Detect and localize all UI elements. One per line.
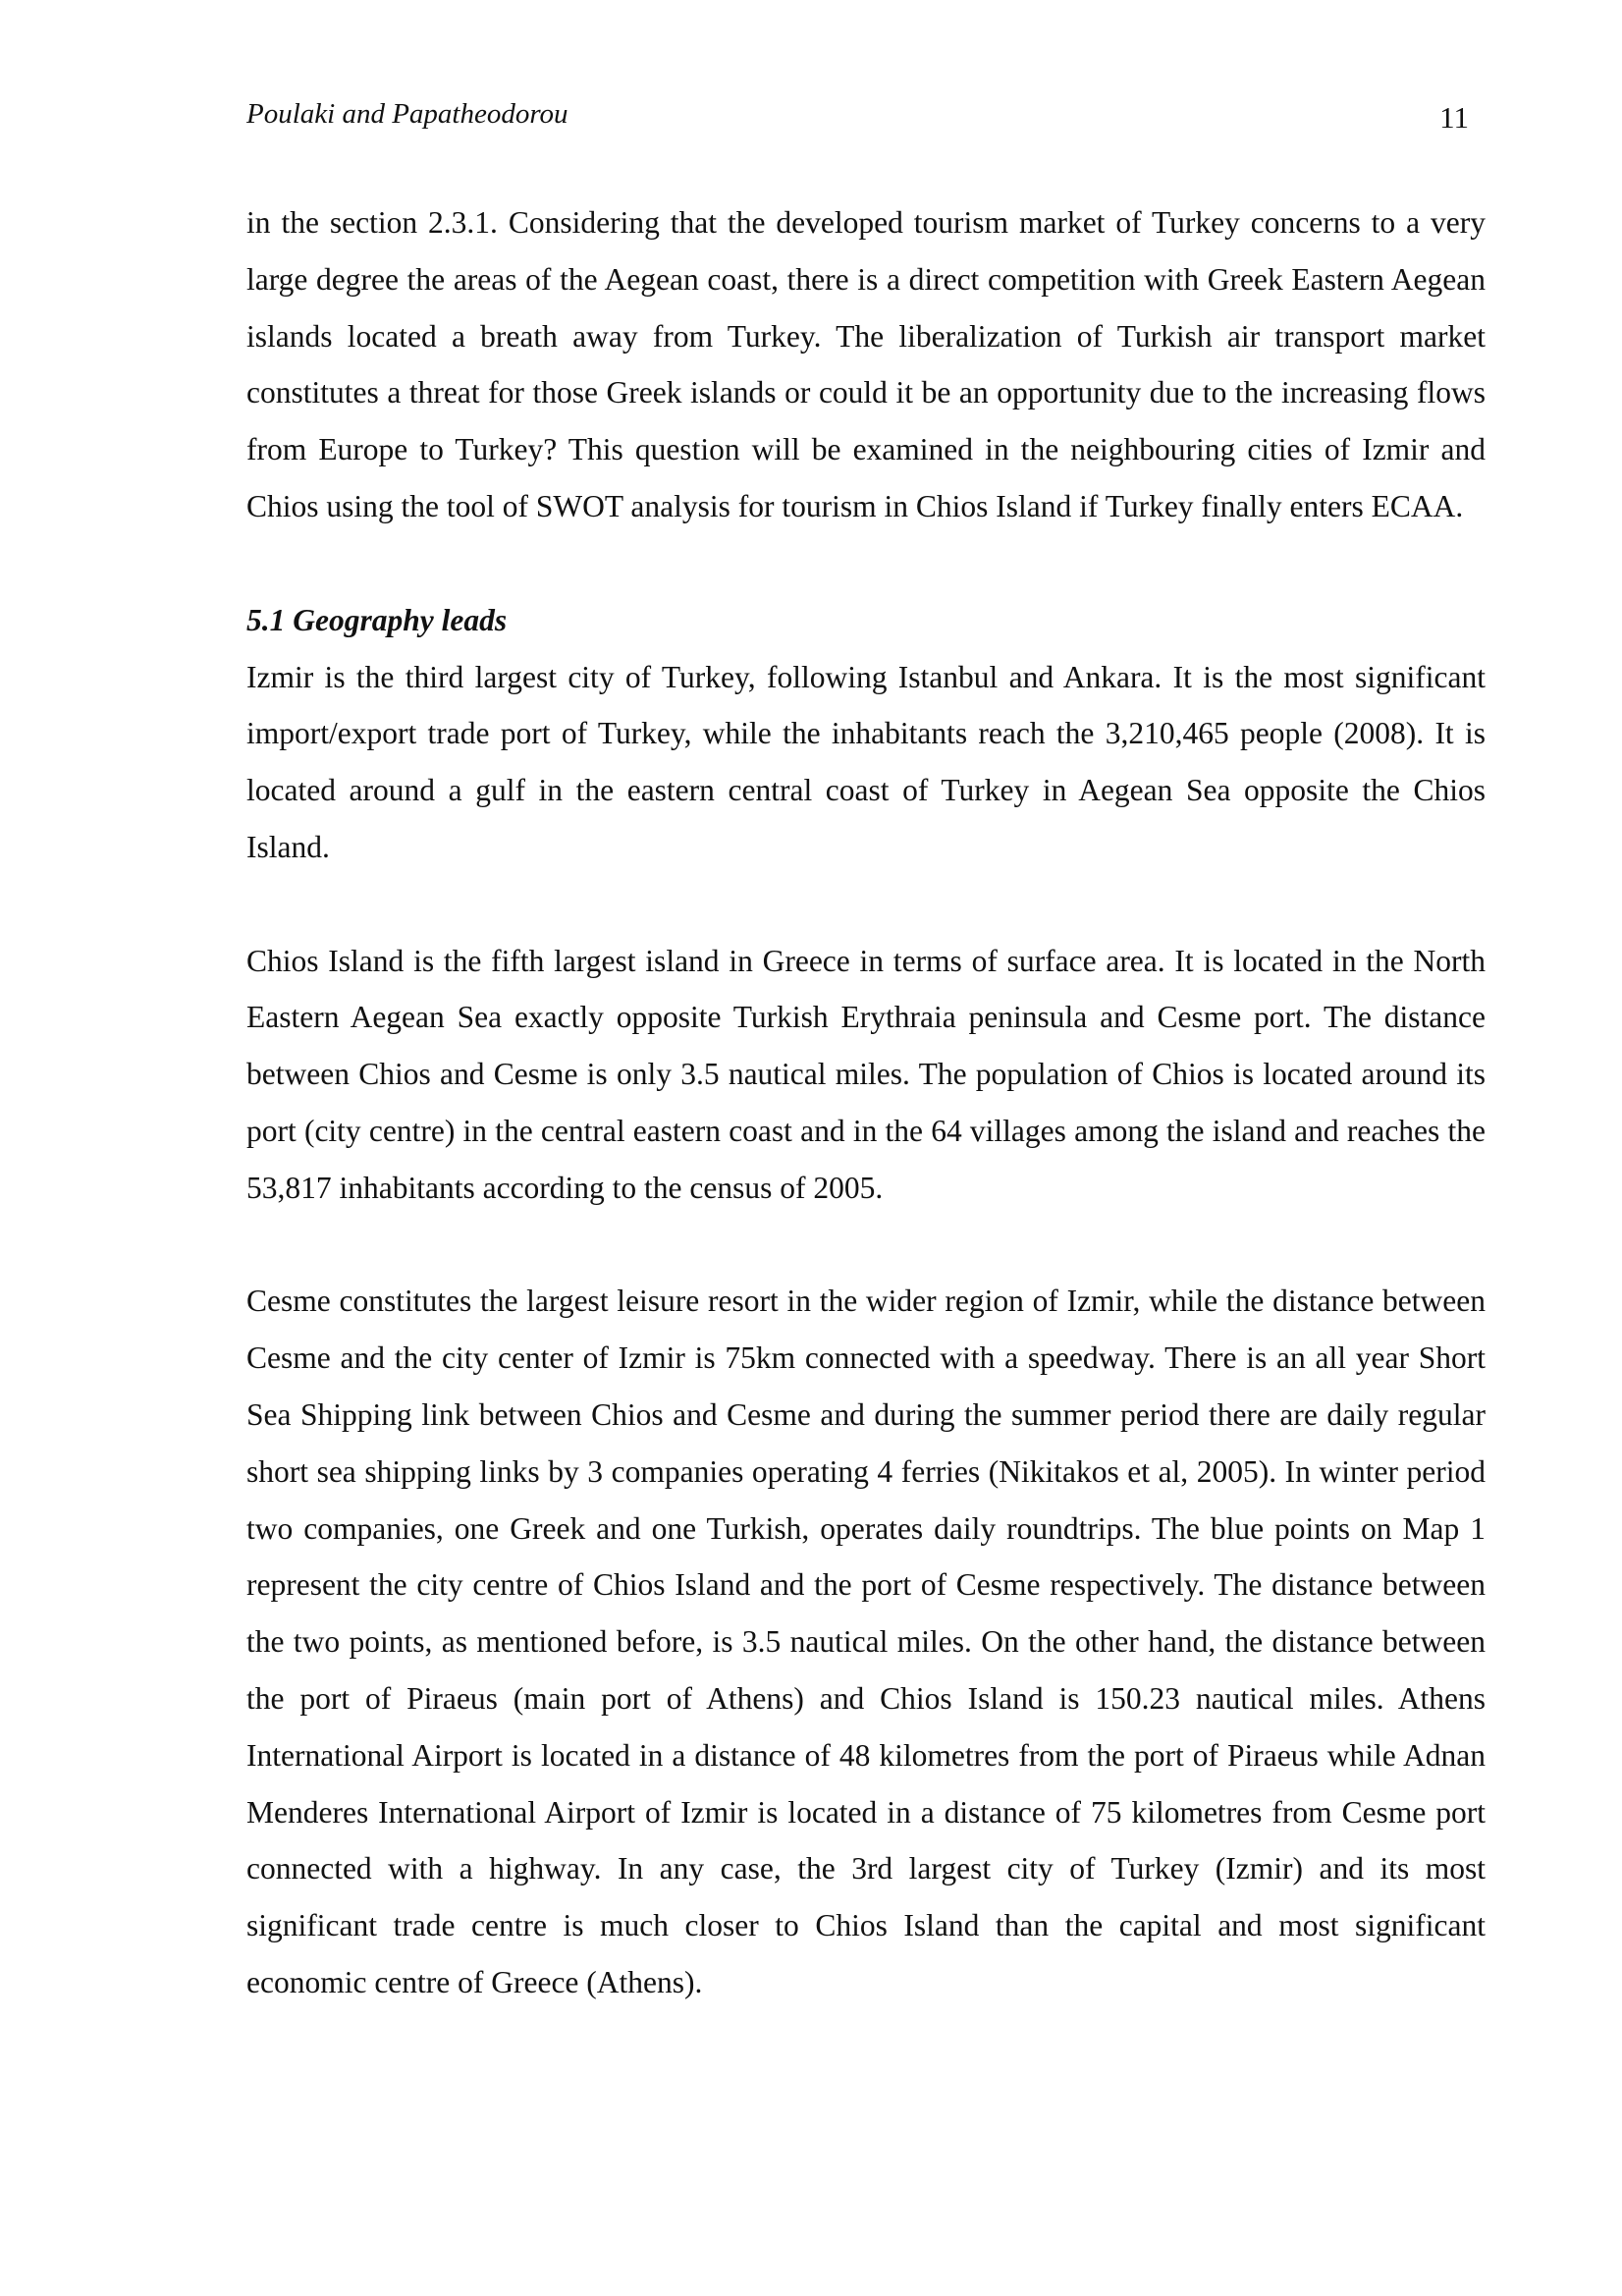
running-header (246, 94, 1469, 134)
paragraph-chios: Chios Island is the fifth largest island in Greece in terms of surface area. It is located in the North Eastern Aegean Sea exactly opposite Turkish Erythraia peninsula and Cesme port. The distance between Chios and Cesme is only 3.5 nautical miles. The population of Chios is located around its port (city centre) in the central eastern coast and in the 64 villages among the island and reaches the 53,817 inhabitants according to the census of 2005. (246, 943, 1486, 1205)
paragraph-izmir: Izmir is the third largest city of Turkey, following Istanbul and Ankara. It is the most significant import/export trade port of Turkey, while the inhabitants reach the 3,210,465 people (2008). It is located around a gulf in the eastern central coast of Turkey in Aegean Sea opposite the Chios Island. (246, 659, 1486, 864)
page-number: 11 (1439, 100, 1469, 135)
header-authors: Poulaki and Papatheodorou (246, 98, 568, 130)
section-heading: 5.1 Geography leads (246, 602, 508, 637)
paragraph-cesme: Cesme constitutes the largest leisure resort in the wider region of Izmir, while the distance between Cesme and the city center of Izmir is 75km connected with a speedway. There is an all year Short Sea Shipping link between Chios and Cesme and during the summer period there are daily regular short sea shipping links by 3 companies operating 4 ferries (Nikitakos et al, 2005). In winter period two companies, one Greek and one Turkish, operates daily roundtrips. The blue points on Map 1 represent the city centre of Chios Island and the port of Cesme respectively. The distance between the two points, as mentioned before, is 3.5 nautical miles. On the other hand, the distance between the port of Piraeus (main port of Athens) and Chios Island is 150.23 nautical miles. Athens International Airport is located in a distance of 48 kilometres from the port of Piraeus while Adnan Menderes International Airport of Izmir is located in a distance of 75 kilometres from Cesme port connected with a highway. In any case, the 3rd largest city of Turkey (Izmir) and its most significant trade centre is much closer to Chios Island than the capital and most significant economic centre of Greece (Athens). (246, 1284, 1486, 1999)
body-text (246, 194, 1486, 2011)
paragraph-intro-continued: in the section 2.3.1. Considering that the developed tourism market of Turkey concerns to a very large degree the areas of the Aegean coast, there is a direct competition with Greek Eastern Aegean islands located a breath away from Turkey. The liberalization of Turkish air transport market constitutes a threat for those Greek islands or could it be an opportunity due to the increasing flows from Europe to Turkey? This question will be examined in the neighbouring cities of Izmir and Chios using the tool of SWOT analysis for tourism in Chios Island if Turkey finally enters ECAA. (246, 205, 1486, 523)
